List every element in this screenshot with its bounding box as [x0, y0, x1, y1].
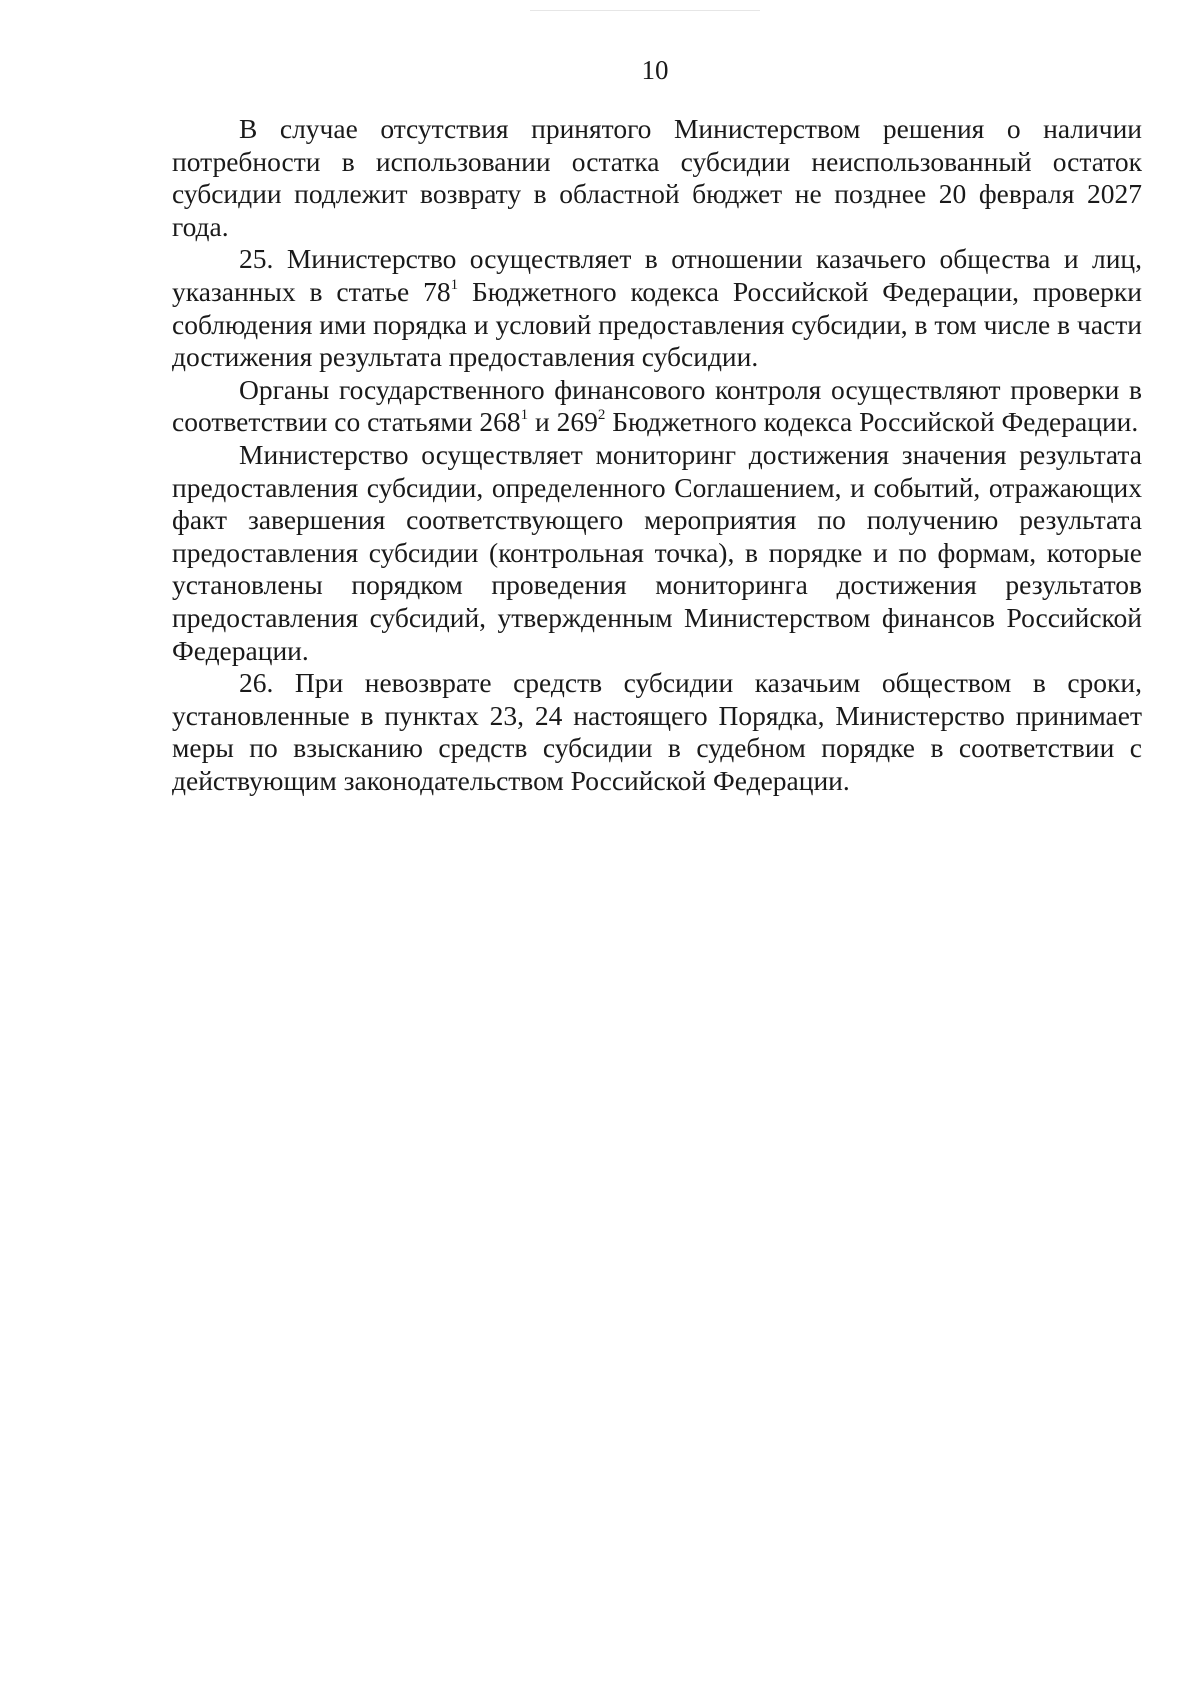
page-number: 10 — [641, 55, 669, 85]
paragraph — [172, 113, 1142, 243]
paragraph — [172, 243, 1142, 373]
scan-artifact-line — [530, 10, 760, 11]
document-body — [172, 113, 1142, 797]
paragraph-text: В случае отсутствия принятого Министерством решения о наличии потребности в использовании остатка субсидии неиспользованный остаток субсидии подлежит возврату в областной бюджет не позднее 20 февраля 2027 года. — [172, 113, 1142, 242]
paragraph-text: Бюджетного кодекса Российской Федерации, проверки соблюдения ими порядка и условий предоставления субсидии, в том числе в части достижения результата предоставления субсидии. — [172, 275, 1143, 373]
paragraph-text: Министерство осуществляет мониторинг достижения значения результата предоставления субсидии, определенного Соглашением, и событий, отражающих факт завершения соответствующего мероприятия по получению результата предоставления субсидии (контрольная точка), в порядке и по формам, которые установлены порядком проведения мониторинга достижения результатов предоставления субсидий, утвержденным Министерством финансов Российской Федерации. — [172, 438, 1142, 666]
paragraph-text: 25. Министерство осуществляет в отношении казачьего общества и лиц, указанных в статье 78 — [172, 243, 1142, 307]
paragraph — [172, 374, 1142, 439]
paragraph-text: и 269 — [528, 406, 598, 438]
paragraph — [172, 667, 1142, 797]
footnote-superscript: 1 — [450, 276, 459, 293]
paragraph-text: Бюджетного кодекса Российской Федерации. — [605, 406, 1139, 438]
footnote-superscript: 2 — [597, 407, 606, 424]
paragraph — [172, 439, 1142, 667]
paragraph-text: 26. При невозврате средств субсидии казачьим обществом в сроки, установленные в пунктах 23, 24 настоящего Порядка, Министерство принимает меры по взысканию средств субсидии в судебном порядке в соответствии с действующим законодательством Российской Федерации. — [172, 667, 1142, 796]
footnote-superscript: 1 — [520, 407, 529, 424]
paragraph-text: Органы государственного финансового контроля осуществляют проверки в соответствии со статьями 268 — [172, 373, 1142, 438]
